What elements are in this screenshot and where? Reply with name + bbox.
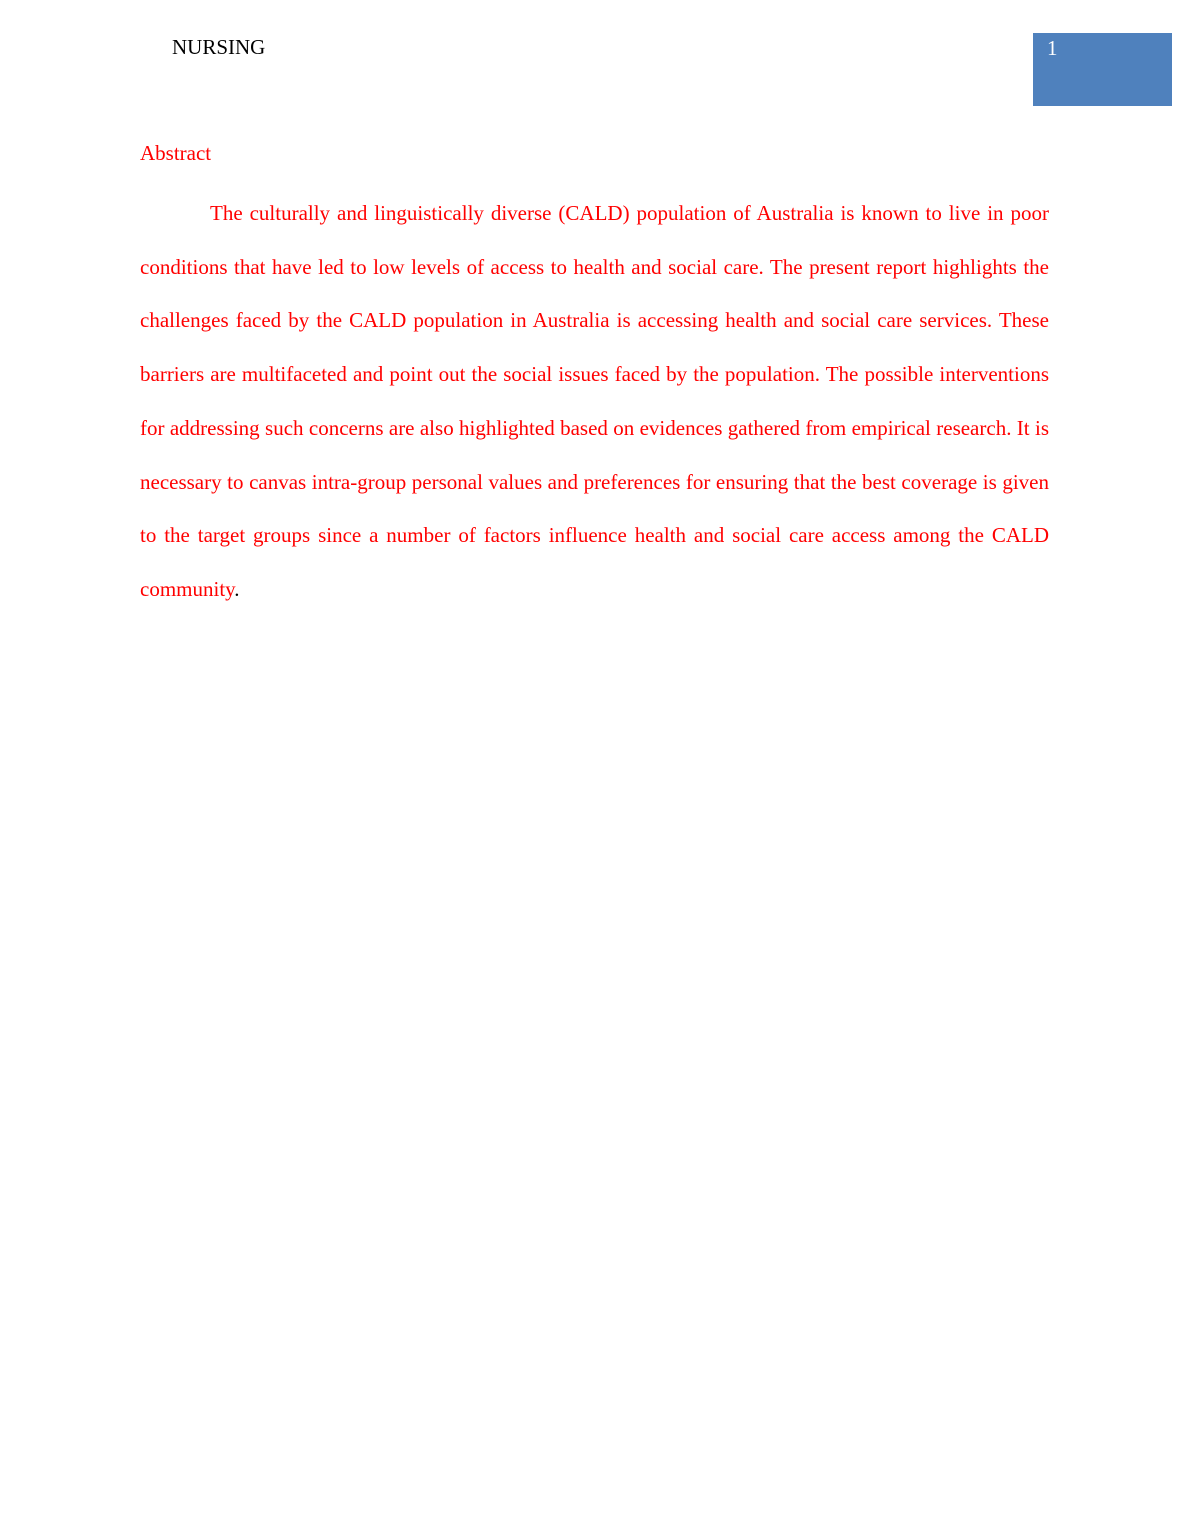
abstract-heading: Abstract <box>140 141 212 165</box>
page-number: 1 <box>1047 36 1058 60</box>
abstract-terminal-period: . <box>234 576 240 601</box>
running-head: NURSING <box>172 35 266 59</box>
abstract-text: The culturally and linguistically diverse (CALD) population of Australia is known to live in poor conditions that have led to low levels of access to health and social care. The present report highlights the challenges faced by the CALD population in Australia is accessing health and social care services. These barriers are multifaceted and point out the social issues faced by the population. The possible interventions for addressing such concerns are also highlighted based on evidences gathered from empirical research. It is necessary to canvas intra-group personal values and preferences for ensuring that the best coverage is given to the target groups since a number of factors influence health and social care access among the CALD community <box>140 201 1049 601</box>
abstract-paragraph <box>140 187 1049 617</box>
page-number-box <box>1033 33 1172 106</box>
